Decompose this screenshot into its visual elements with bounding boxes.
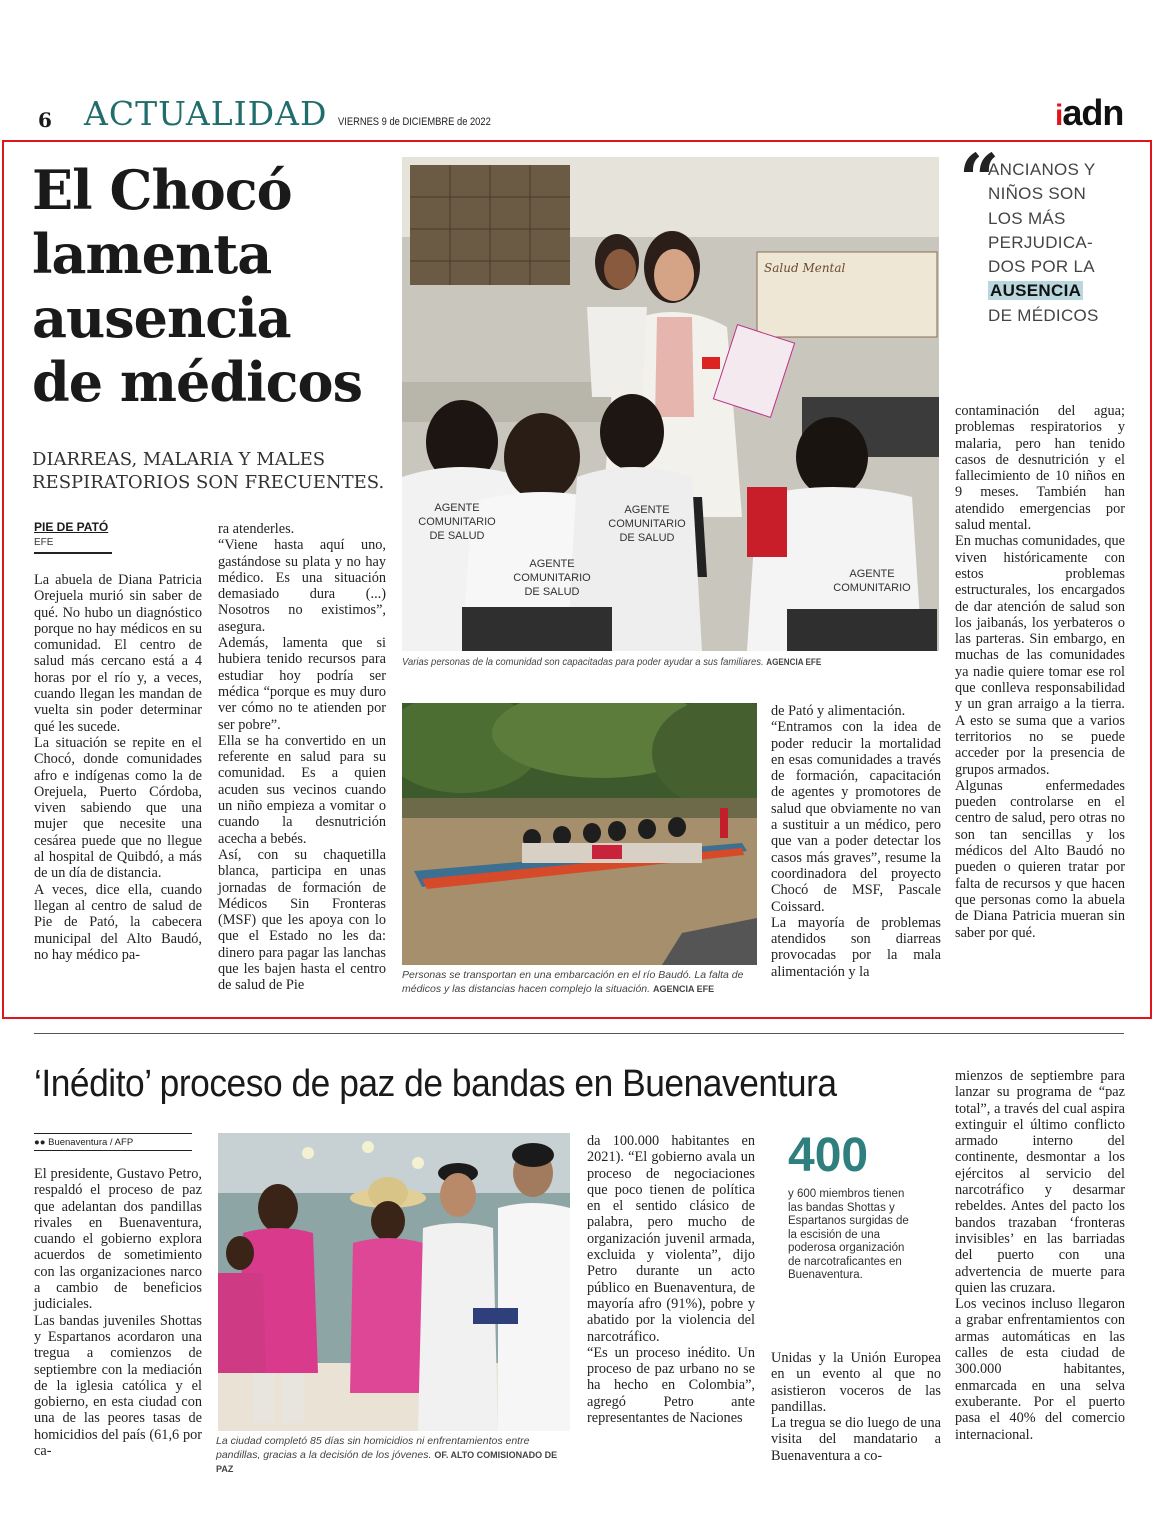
article2-column-3: Unidas y la Unión Europea en un evento al que no asistieron voceros de las pandillas. La tregua se dio luego de una visita del mandatario a Buenaventura a co- — [771, 1350, 941, 1464]
shirt-label-4 — [812, 567, 932, 595]
section-title: ACTUALIDAD — [84, 94, 328, 133]
shirt-label-4-line-1: AGENTE — [849, 568, 895, 580]
event-photo-credit: OF. ALTO COMISIONADO DE PAZ — [216, 1450, 558, 1474]
headline-line-2: lamenta — [32, 222, 272, 286]
headline-line-1: El Chocó — [32, 158, 292, 222]
subheadline — [32, 448, 384, 494]
article2-byline-text: Buenaventura / AFP — [48, 1137, 134, 1148]
shirt-label-1 — [402, 501, 512, 543]
event-photo-caption-text: La ciudad completó 85 días sin homicidios ni enfrentamientos entre pandillas, gracias a la decisión de los jóvenes. — [216, 1435, 530, 1461]
adn-logo-mark: i — [1055, 99, 1063, 132]
issue-date: VIERNES 9 de DICIEMBRE de 2022 — [338, 116, 491, 128]
article2-byline-rule — [34, 1133, 192, 1134]
shirt-label-2-line-2: COMUNITARIO — [513, 572, 591, 584]
page-number: 6 — [38, 108, 52, 132]
pull-quote-line-end: DE MÉDICOS — [988, 305, 1099, 325]
article-column-4: contaminación del agua; problemas respiratorios y malaria, pero han tenido casos de desnutrición y el fallecimiento de 10 niños en 9 meses. También han atendido emergencias por salud mental. En muchas comunidades, que viven históricamente con estos problemas estructurales, los encargados de dar atención de salud son los jaibanás, los yerbateros o las parteras. Sin embargo, en muchas de las comunidades ya nadie quiere tomar ese rol que conlleva responsabilidad y un gran arraigo a la tierra. A esto se suma que a varios territorios no se puede acceder por la presencia de grupos armados. Algunas enfermedades pueden controlarse en el centro de salud, pero otras no son tan sencillas y los médicos del Alto Baudó no pueden o quieren tratar por falta de recursos y que hacen que personas como la abuela de Diana Patricia mueran sin saber por qué. — [955, 403, 1125, 941]
shirt-label-3-line-1: AGENTE — [624, 504, 670, 516]
shirt-label-1-line-1: AGENTE — [434, 502, 480, 514]
training-photo-caption-text: Varias personas de la comunidad son capacitadas para poder ayudar a sus familiares. — [402, 656, 764, 668]
boat-photo-caption-text: Personas se transportan en una embarcación en el río Baudó. La falta de médicos y las distancias hacen complejo la situación. — [402, 969, 744, 995]
article2-byline — [34, 1137, 133, 1148]
training-photo-credit: AGENCIA EFE — [766, 657, 822, 667]
subheadline-line-2: RESPIRATORIOS SON FRECUENTES. — [32, 472, 385, 493]
shirt-label-2-line-1: AGENTE — [529, 558, 575, 570]
article2-headline: ‘Inédito’ proceso de paz de bandas en Buenaventura — [34, 1063, 837, 1105]
boat-photo — [402, 703, 757, 965]
subheadline-line-1: DIARREAS, MALARIA Y MALES — [32, 449, 326, 470]
stat-description: y 600 miembros tienen las bandas Shottas y Espartanos surgidas de la escisión de una poderosa organización de narcotraficantes en Buenaventura. — [788, 1188, 909, 1281]
shirt-label-2 — [482, 557, 622, 599]
adn-logo-text: adn — [1062, 92, 1124, 133]
pull-quote-line-5: DOS POR LA — [988, 257, 1095, 277]
sign-salud-mental: Salud Mental — [764, 261, 846, 275]
shirt-label-3-line-2: COMUNITARIO — [608, 518, 686, 530]
agency-label: EFE — [34, 537, 54, 548]
event-photo — [218, 1133, 570, 1431]
training-photo-caption — [402, 655, 885, 669]
article-column-2: ra atenderles. “Viene hasta aquí uno, gastándose su plata y no hay médico. Es una situación demasiado dura (...) Nosotros no existimos”, asegura. Además, lamenta que si hubiera tenido recursos para estudiar hoy podría ser médica “porque es muy duro ver cómo no te atienden por ser pobre”. Ella se ha convertido en un referente en salud para su comunidad. Es a quien acuden sus vecinos cuando un niño empieza a vomitar o cuando la desnutrición acecha a bebés. Así, con su chaquetilla blanca, participa en unas jornadas de formación de Médicos Sin Fronteras (MSF) que les apoya con lo que el Estado no les da: dinero para pagar las lanchas que les bajen hasta el centro de salud de Pie — [218, 521, 386, 994]
section-divider — [34, 1033, 1124, 1034]
pull-quote — [988, 158, 1099, 328]
boat-photo-caption — [402, 968, 762, 996]
training-photo — [402, 157, 939, 651]
stat-number: 400 — [788, 1129, 869, 1182]
dateline-rule — [34, 552, 112, 554]
article2-column-4: mienzos de septiembre para lanzar su programa de “paz total”, a través del cual aspira extinguir el último conflicto armado interno del continente, desmontar a los ejércitos al servicio del narcotráfico y desarmar rebeldes. Antes del pacto los bandos trazaban ‘fronteras invisibles’ en las barriadas del puerto con una advertencia de muerte para quien las cruzara. Los vecinos incluso llegaron a grabar enfrentamientos con armas automáticas en las calles de esta ciudad de 300.000 habitantes, enmarcada en una selva exuberante. Por el puerto pasa el 40% del comercio internacional. — [955, 1068, 1125, 1443]
dateline: PIE DE PATÓ — [34, 520, 109, 534]
boat-photo-image — [402, 703, 757, 965]
pull-quote-line-2: NIÑOS SON — [988, 184, 1087, 204]
article2-byline-rule-bottom — [34, 1150, 192, 1151]
shirt-label-4-line-2: COMUNITARIO — [833, 582, 911, 594]
event-photo-caption — [216, 1434, 576, 1476]
article-column-3: de Pató y alimentación. “Entramos con la idea de poder reducir la mortalidad en esas comunidades a través de formación, capacitación de agentes y promotores de salud que obviamente no van a sustituir a un médico, pero que van a poder detectar los casos más graves”, resume la coordinadora del proyecto Chocó de MSF, Pascale Coissard. La mayoría de problemas atendidos son diarreas provocadas por la mala alimentación y la — [771, 703, 941, 980]
shirt-label-3 — [602, 503, 692, 545]
pull-quote-line-1: ANCIANOS Y — [988, 160, 1096, 179]
headline-line-4: de médicos — [32, 350, 362, 414]
pull-quote-mark: “ — [959, 138, 1000, 221]
article-column-1: La abuela de Diana Patricia Orejuela murió sin saber de qué. No hubo un diagnóstico porque no hay médicos en su comunidad. El centro de salud más cercano está a 4 horas por el río y, a veces, cuando llegan les mandan de vuelta sin poder determinar qué les sucede. La situación se repite en el Chocó, donde comunidades afro e indígenas como la de Orejuela, Puerto Córdoba, viven sabiendo que una mujer que necesite una cesárea puede que no llegue al hospital de Quibdó, a más de un día de distancia. A veces, dice ella, cuando llegan al centro de salud de Pie de Pató, la cabecera municipal del Alto Baudó, no hay médico pa- — [34, 572, 202, 963]
article2-column-1: El presidente, Gustavo Petro, respaldó el proceso de paz que adelantan dos pandillas rivales en Buenaventura, cuando el gobierno explora acuerdos de sometimiento con las organizaciones narco a cambio de beneficios judiciales. Las bandas juveniles Shottas y Espartanos acordaron una tregua a comienzos de septiembre con la mediación de la iglesia católica y el gobierno, en esta ciudad con una de las peores tasas de homicidios del país (61,6 por ca- — [34, 1166, 202, 1460]
headline — [32, 158, 362, 414]
adn-logo — [1055, 92, 1123, 134]
boat-photo-credit: AGENCIA EFE — [652, 984, 715, 994]
bullet-icon: ●● — [34, 1137, 49, 1148]
pull-quote-highlight: AUSENCIA — [990, 281, 1082, 301]
pull-quote-line-4: PERJUDICA- — [988, 232, 1094, 252]
article2-column-2: da 100.000 habitantes en 2021). “El gobierno avala un proceso de negociaciones que poco tienen de política en el sentido clásico de palabra, pero mucho de organización juvenil armada, excluida y violenta”, dijo Petro durante un acto público en Buenaventura, de mayoría afro (91%), pobre y abatido por la violencia del narcotráfico. “Es un proceso inédito. Un proceso de paz urbano no se ha hecho en Colombia”, agregó Petro ante representantes de Naciones — [587, 1133, 755, 1427]
shirt-label-3-line-3: DE SALUD — [619, 532, 675, 544]
event-photo-image — [218, 1133, 570, 1431]
pull-quote-line-3: LOS MÁS — [988, 208, 1066, 228]
shirt-label-1-line-2: COMUNITARIO — [418, 516, 496, 528]
shirt-label-1-line-3: DE SALUD — [429, 530, 485, 542]
shirt-label-2-line-3: DE SALUD — [524, 586, 580, 598]
headline-line-3: ausencia — [32, 286, 291, 350]
